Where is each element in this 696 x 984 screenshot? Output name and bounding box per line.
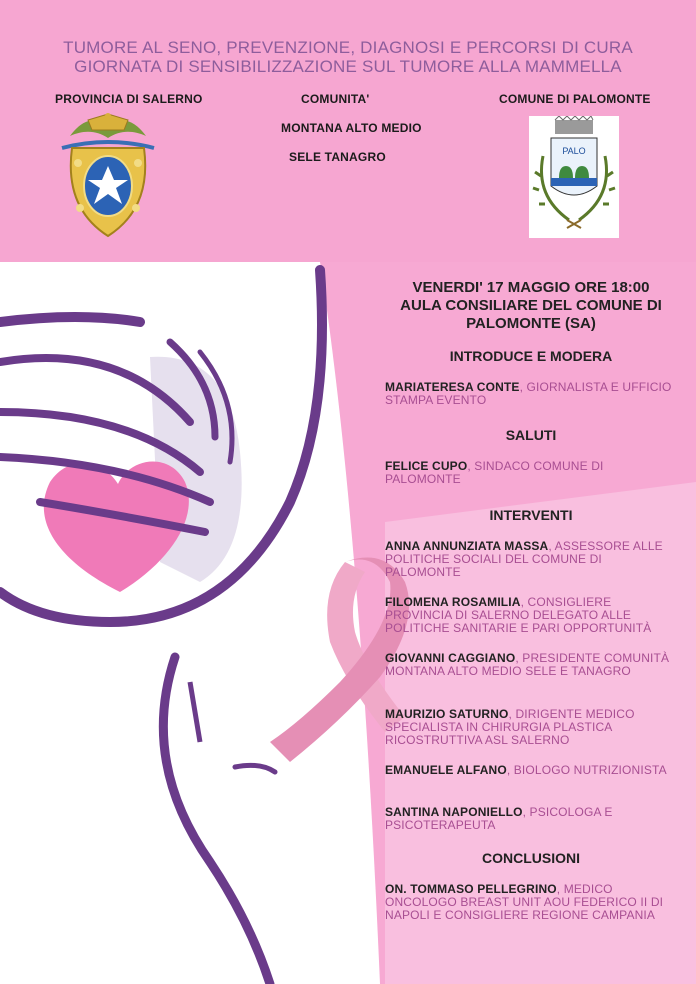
event-venue-line2: PALOMONTE (SA) (466, 315, 596, 332)
provincia-label: PROVINCIA DI SALERNO (55, 92, 203, 106)
conclusion-name: ON. TOMMASO PELLEGRINO (385, 882, 557, 896)
conclusion-role: , MEDICO ONCOLOGO BREAST UNIT AOU FEDERICO II DI NAPOLI E CONSIGLIERE REGIONE CAMPANIA (385, 882, 664, 922)
moderator-entry (385, 381, 675, 407)
comunita-label-3: SELE TANAGRO (289, 150, 386, 164)
comunita-label-1: COMUNITA' (301, 92, 370, 106)
talk-name: EMANUELE ALFANO (385, 763, 507, 777)
comune-crest-text: PALO (562, 146, 586, 156)
talk-name: MAURIZIO SATURNO (385, 707, 509, 721)
section-saluti: SALUTI (505, 427, 557, 443)
talk-name: GIOVANNI CAGGIANO (385, 651, 516, 665)
event-venue-line1: AULA CONSILIARE DEL COMUNE DI (400, 297, 662, 314)
talk-entry (385, 764, 675, 777)
event-date: VENERDI' 17 MAGGIO ORE 18:00 (412, 279, 650, 296)
talk-role: , PSICOLOGA E PSICOTERAPEUTA (385, 805, 613, 832)
talk-role: , ASSESSORE ALLE POLITICHE SOCIALI DEL COMUNE DI PALOMONTE (385, 539, 663, 579)
section-conclusioni: CONCLUSIONI (482, 850, 580, 866)
header-band (0, 0, 696, 262)
comune-crest-icon (529, 116, 619, 238)
section-interventi: INTERVENTI (489, 507, 573, 523)
section-introduce: INTRODUCE E MODERA (449, 348, 613, 364)
title-line-1: TUMORE AL SENO, PREVENZIONE, DIAGNOSI E PERCORSI DI CURA (63, 38, 633, 57)
talk-name: ANNA ANNUNZIATA MASSA (385, 539, 549, 553)
comune-label: COMUNE DI PALOMONTE (499, 92, 651, 106)
talk-role: , DIRIGENTE MEDICO SPECIALISTA IN CHIRURGIA PLASTICA RICOSTRUTTIVA ASL SALERNO (385, 707, 635, 747)
greeting-name: FELICE CUPO (385, 459, 468, 473)
talk-entry (385, 596, 675, 635)
talk-entry (385, 708, 675, 747)
comunita-label-2: MONTANA ALTO MEDIO (281, 121, 422, 135)
moderator-role: , GIORNALISTA E UFFICIO STAMPA EVENTO (385, 380, 672, 407)
greeting-entry (385, 460, 675, 486)
provincia-crest-icon (58, 108, 158, 242)
talk-role: , PRESIDENTE COMUNITÀ MONTANA ALTO MEDIO SELE E TANAGRO (385, 651, 670, 678)
comune-crest-card (529, 116, 619, 238)
title-line-2: GIORNATA DI SENSIBILIZZAZIONE SUL TUMORE ALLA MAMMELLA (74, 57, 622, 76)
greeting-role: , SINDACO COMUNE DI PALOMONTE (385, 459, 604, 486)
talk-role: , CONSIGLIERE PROVINCIA DI SALERNO DELEGATO ALLE POLITICHE SANITARIE E PARI OPPORTUNITÀ (385, 595, 652, 635)
conclusion-entry (385, 883, 675, 922)
talk-entry (385, 652, 675, 678)
talk-name: FILOMENA ROSAMILIA (385, 595, 521, 609)
talk-role: , BIOLOGO NUTRIZIONISTA (506, 763, 667, 777)
talk-name: SANTINA NAPONIELLO (385, 805, 523, 819)
moderator-name: MARIATERESA CONTE (385, 380, 520, 394)
talk-entry (385, 540, 675, 579)
talk-entry (385, 806, 675, 832)
